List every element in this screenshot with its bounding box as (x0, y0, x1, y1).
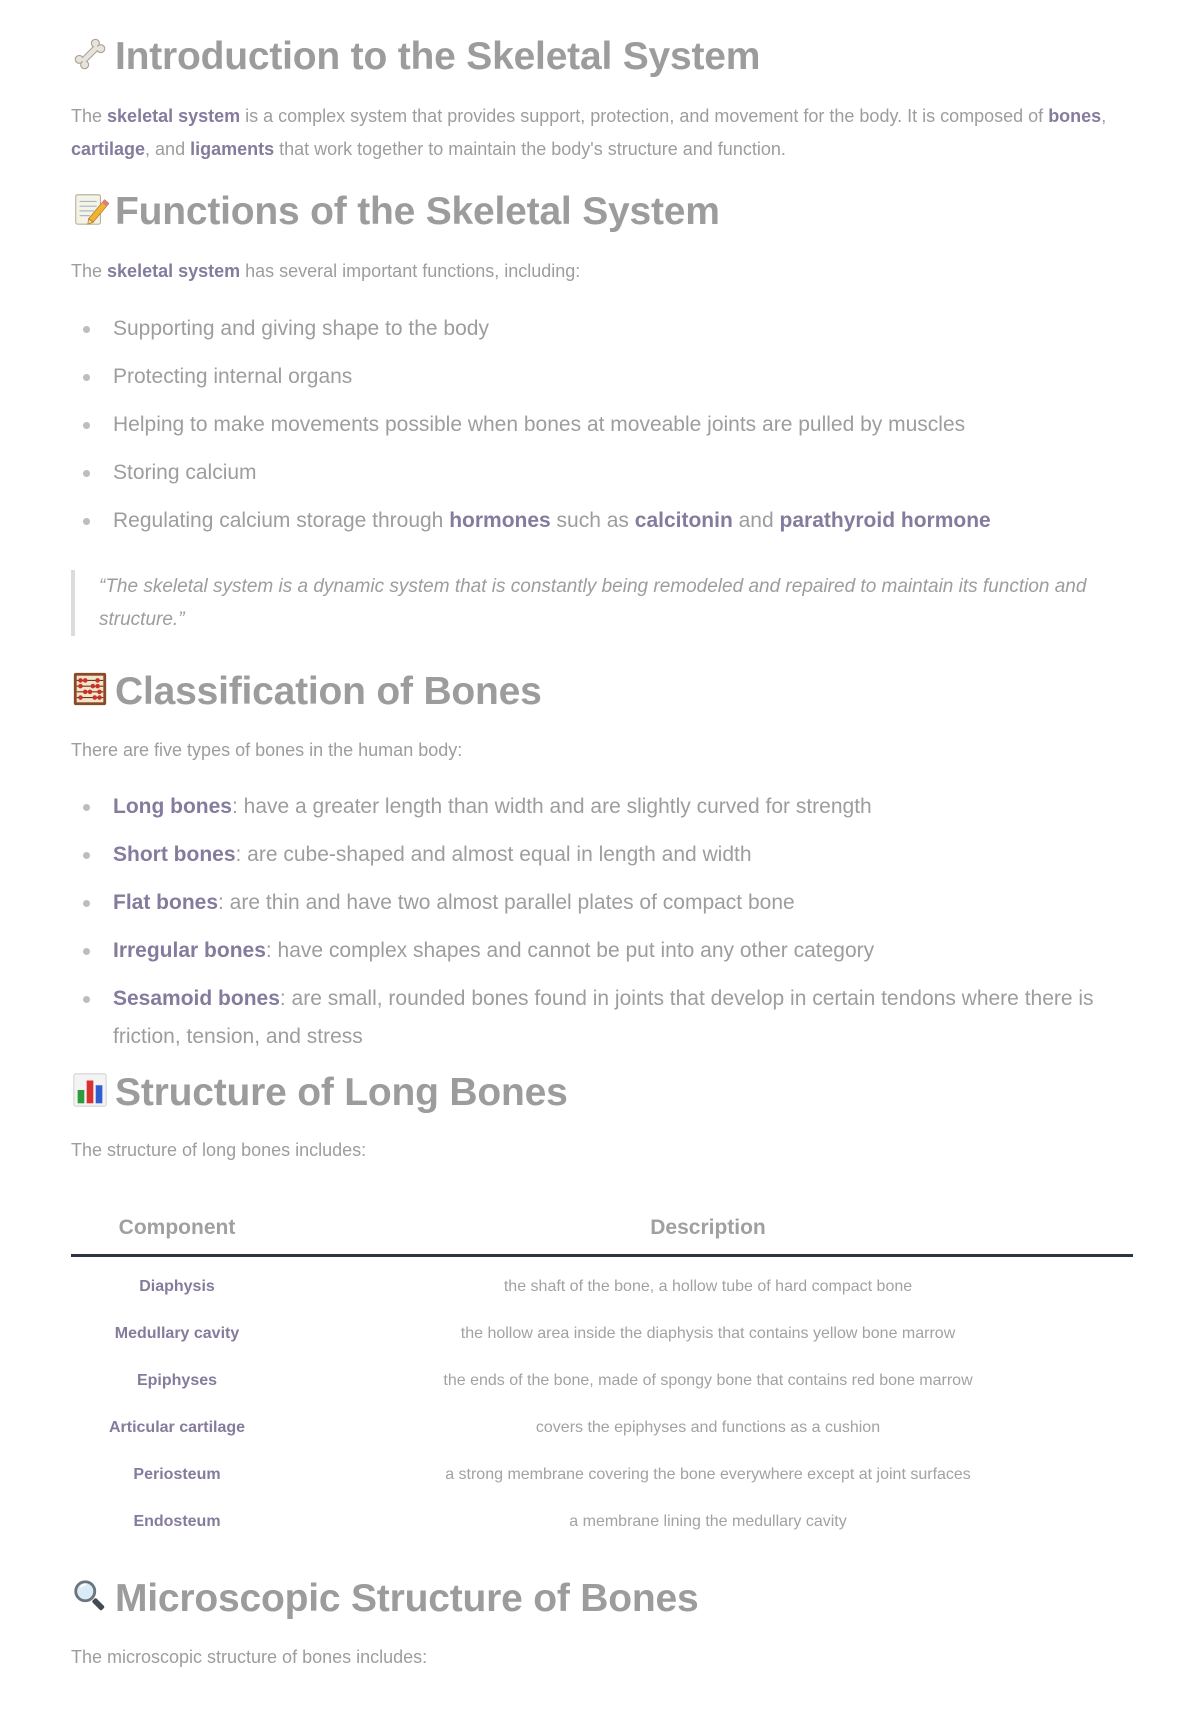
bone-icon (71, 35, 109, 73)
highlighted-term: Irregular bones (113, 939, 266, 962)
component-cell: Diaphysis (139, 1277, 215, 1295)
list-item (71, 406, 1141, 444)
classification-paragraph (71, 734, 1141, 767)
text-run: The (71, 261, 108, 281)
list-item (71, 454, 1141, 492)
highlighted-term: Long bones (113, 795, 232, 818)
section-title-microscopic (71, 1575, 698, 1623)
description-cell: covers the epiphyses and functions as a cushion (535, 1418, 881, 1436)
functions-list (71, 310, 1141, 550)
section-title-classification (71, 668, 542, 716)
description-cell: a membrane lining the medullary cavity (569, 1512, 847, 1530)
table-row (71, 1451, 1133, 1498)
table-header-row (71, 1202, 1133, 1256)
text-run: : have complex shapes and cannot be put into any other category (265, 939, 875, 962)
highlighted-term: hormones (449, 509, 551, 532)
text-run: The microscopic structure of bones includes: (71, 1647, 428, 1667)
bone-types-list (71, 788, 1141, 1066)
section-title-text: Introduction to the Skeletal System (115, 35, 761, 78)
text-run: : are thin and have two almost parallel plates of compact bone (218, 891, 795, 914)
description-cell: a strong membrane covering the bone everywhere except at joint surfaces (445, 1465, 971, 1483)
text-run: Protecting internal organs (113, 365, 353, 388)
section-title-text: Functions of the Skeletal System (115, 190, 720, 233)
list-item (71, 932, 1141, 970)
section-title-functions (71, 188, 720, 236)
bullet-dot (83, 518, 90, 525)
list-item (71, 502, 1141, 540)
text-run: Storing calcium (113, 461, 257, 484)
component-cell: Epiphyses (136, 1371, 218, 1389)
text-run: , (1101, 106, 1107, 126)
bullet-dot (83, 422, 90, 429)
text-run: Helping to make movements possible when bones at moveable joints are pulled by muscles (113, 413, 966, 436)
bullet-dot (83, 900, 90, 907)
bar-chart-icon (71, 1071, 109, 1109)
bullet-dot (83, 804, 90, 811)
highlighted-term: parathyroid hormone (779, 509, 991, 532)
long-bone-structure-table (71, 1202, 1133, 1545)
component-cell: Endosteum (133, 1512, 221, 1530)
text-run: : have a greater length than width and are slightly curved for strength (232, 795, 872, 818)
text-run: that work together to maintain the body's structure and function. (274, 139, 786, 159)
highlighted-term: calcitonin (634, 509, 733, 532)
text-run: The structure of long bones includes: (71, 1140, 367, 1160)
list-item (71, 358, 1141, 396)
abacus-icon (71, 670, 109, 708)
microscopic-paragraph (71, 1641, 1141, 1674)
text-run: , and (145, 139, 191, 159)
text-run: is a complex system that provides support, protection, and movement for the body. It is composed of (240, 106, 1049, 126)
description-cell: the ends of the bone, made of spongy bone that contains red bone marrow (443, 1371, 973, 1389)
memo-icon (71, 190, 109, 228)
section-title-structure (71, 1069, 568, 1117)
component-cell: Periosteum (133, 1465, 221, 1483)
highlighted-term: Sesamoid bones (113, 987, 280, 1010)
bullet-dot (83, 996, 90, 1003)
magnifier-icon (71, 1577, 109, 1615)
description-cell: the shaft of the bone, a hollow tube of hard compact bone (503, 1277, 913, 1295)
text-run: : are cube-shaped and almost equal in length and width (235, 843, 752, 866)
highlighted-term: Short bones (113, 843, 236, 866)
functions-paragraph (71, 255, 1141, 288)
table-row (71, 1404, 1133, 1451)
skeletal-quote: “The skeletal system is a dynamic system that is constantly being remodeled and repaired to maintain its function and structure.” (71, 570, 1131, 636)
structure-paragraph (71, 1134, 1141, 1167)
table-row (71, 1498, 1133, 1545)
intro-paragraph (71, 100, 1141, 166)
text-run: The (71, 106, 108, 126)
table-row (71, 1310, 1133, 1357)
highlighted-term: cartilage (71, 139, 146, 159)
highlighted-term: Flat bones (113, 891, 219, 914)
section-title-text: Microscopic Structure of Bones (115, 1577, 699, 1620)
text-run: such as (550, 509, 635, 532)
bullet-dot (83, 852, 90, 859)
list-item (71, 788, 1141, 826)
component-cell: Medullary cavity (114, 1324, 240, 1342)
bullet-dot (83, 326, 90, 333)
text-run: : are small, rounded bones found in joints that develop in certain tendons where there is friction, tension, and stress (113, 987, 1094, 1048)
table-row (71, 1357, 1133, 1404)
section-title-text: Classification of Bones (115, 670, 542, 713)
text-run: Supporting and giving shape to the body (113, 317, 489, 340)
list-item (71, 980, 1141, 1056)
text-run: There are five types of bones in the human body: (71, 740, 463, 760)
bullet-dot (83, 470, 90, 477)
list-item (71, 310, 1141, 348)
text-run: and (732, 509, 780, 532)
component-cell: Articular cartilage (108, 1418, 246, 1436)
list-item (71, 836, 1141, 874)
highlighted-term: bones (1048, 106, 1102, 126)
table-row (71, 1256, 1133, 1311)
text-run: has several important functions, including: (240, 261, 581, 281)
bullet-dot (83, 374, 90, 381)
table-body (71, 1256, 1133, 1546)
list-item (71, 884, 1141, 922)
section-title-introduction (71, 33, 760, 81)
description-cell: the hollow area inside the diaphysis that contains yellow bone marrow (460, 1324, 956, 1342)
column-header-component: Component (71, 1202, 283, 1256)
highlighted-term: skeletal system (107, 106, 241, 126)
section-title-text: Structure of Long Bones (115, 1071, 568, 1114)
text-run: Regulating calcium storage through (113, 509, 450, 532)
highlighted-term: ligaments (190, 139, 275, 159)
bullet-dot (83, 948, 90, 955)
column-header-description: Description (283, 1202, 1133, 1256)
highlighted-term: skeletal system (107, 261, 241, 281)
